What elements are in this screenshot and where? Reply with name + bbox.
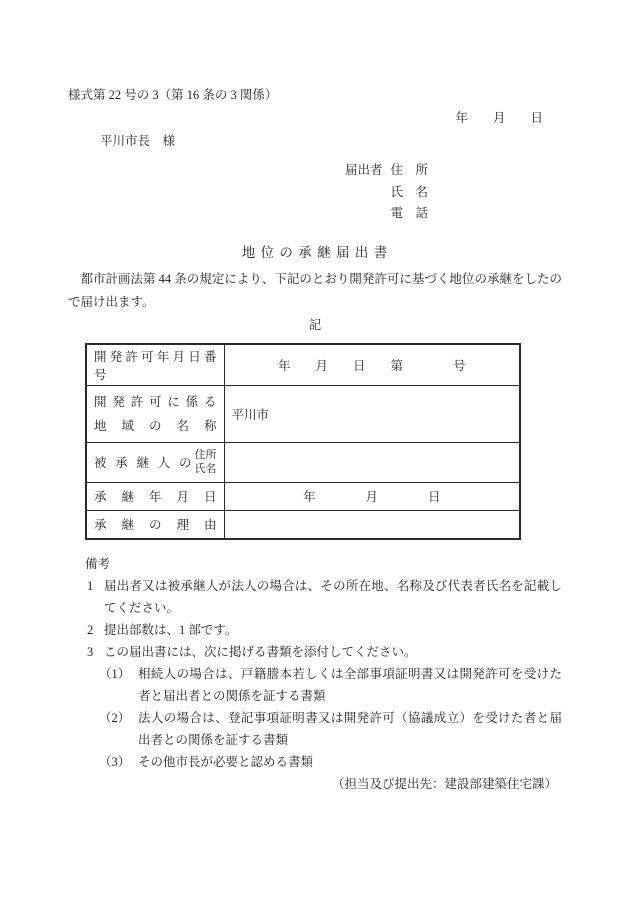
remark-number: 2 [87,623,94,637]
row-value: 年 月 日 第 号 [224,344,520,386]
row-label-cell [86,442,224,482]
succession-table [85,343,521,541]
row-value [224,510,520,539]
row-value [224,442,520,482]
remark-number: 3 [87,645,94,659]
remark-sub-number: （1） [99,667,131,681]
remark-item-2 [85,619,562,641]
declarant-phone-label: 電 話 [390,206,429,220]
table-row-succession-date [86,482,520,510]
remark-sub-text: その他市長が必要と認める書類 [138,755,314,769]
row-label-cell [86,482,224,510]
remark-sub-text: 相続人の場合は、戸籍謄本若しくは全部事項証明書又は開発許可を受けた者と届出者との関係を証する書類 [138,667,562,703]
remark-sub-number: （2） [99,711,131,725]
row-label-stack-top: 住所 [194,449,217,461]
body-paragraph: 都市計画法第 44 条の規定により、下記のとおり開発許可に基づく地位の承継をしたので届け出ます。 [68,271,562,309]
remarks-section [85,553,562,795]
row-label: 承 継 年 月 日 [94,490,217,504]
date-line: 年 月 日 [455,111,543,125]
row-label: 承 継 の 理 由 [94,518,217,533]
table-row-succession-reason [86,510,520,539]
row-value: 年 月 日 [224,482,520,510]
remark-item-1 [85,575,562,619]
row-label-cell [86,510,224,539]
addressee: 平川市長 様 [100,134,176,148]
remark-number: 1 [87,579,94,593]
declarant-fields [391,160,429,225]
remark-subitem-2 [99,707,562,751]
declarant-block [345,160,562,225]
row-label: 被 承 継 人 の [94,456,192,470]
record-mark: 記 [308,317,322,332]
row-label-line2: 地 域 の 名 称 [94,418,217,433]
remark-item-3 [85,641,562,663]
declarant-address-label: 住 所 [390,163,429,177]
row-label-stack [195,448,217,476]
row-label: 開 発 許 可 年 月 日 番 号 [94,349,217,382]
table-row-predecessor [86,442,520,482]
remark-sub-number: （3） [99,755,131,769]
remarks-heading: 備考 [85,557,111,571]
document-title: 地 位 の 承 継 届 出 書 [241,244,389,260]
row-label-line1: 開 発 許 可 に 係 る [94,394,217,409]
remark-text: 提出部数は、1 部です。 [104,623,238,637]
remark-sub-text: 法人の場合は、登記事項証明書又は開発許可（協議成立）を受けた者と届出者との関係を証する書類 [138,711,562,747]
remark-subitem-3 [99,751,562,773]
row-label-cell [86,385,224,442]
form-number: 様式第 22 号の 3（第 16 条の 3 関係） [68,88,278,102]
table-row-permit-date-number [86,344,520,386]
remark-text: この届出書には、次に掲げる書類を添付してください。 [104,645,417,659]
row-label-cell [86,344,224,386]
remark-text: 届出者又は被承継人が法人の場合は、その所在地、名称及び代表者氏名を記載してください。 [104,579,562,615]
table-row-area-name [86,385,520,442]
row-label-group [94,448,217,476]
declarant-label: 届出者 [345,163,383,177]
row-value: 平川市 [224,385,520,442]
declarant-name-label: 氏 名 [390,184,429,199]
row-label-stack-bottom: 氏名 [194,463,217,475]
contact-footer: （担当及び提出先：建設部建築住宅課） [331,777,557,791]
remark-subitem-1 [99,663,562,707]
